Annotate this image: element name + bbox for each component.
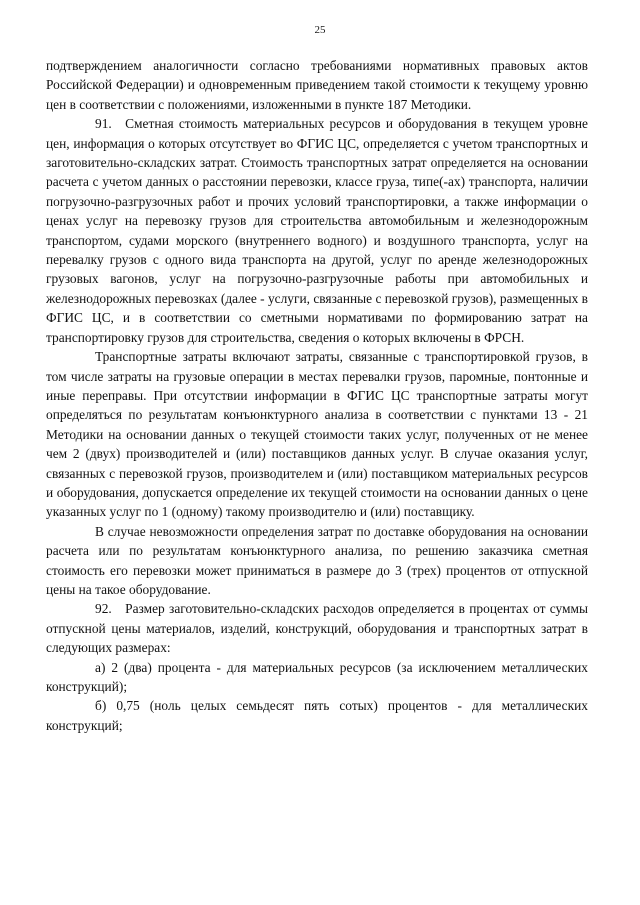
paragraph-91: 91. Сметная стоимость материальных ресурсов и оборудования в текущем уровне цен, информация о которых отсутствует во ФГИС ЦС, определяется с учетом транспортных и заготовительно-складских затрат. Стоимость транспортных затрат определяется на основании расчета с учетом данных о расстоянии перевозки, классе груза, типе(-ах) транспорта, наличии погрузочно-разгрузочных работ и прочих условий транспортировки, а также информации о ценах услуг на перевозку грузов для строительства автомобильным и железнодорожным транспортом, судами морского (внутреннего водного) и воздушного транспорта, услуг на перевалку грузов с одного вида транспорта на другой, услуг по аренде железнодорожных грузовых вагонов, услуг на погрузочно-разгрузочные работы при автомобильных и железнодорожных перевозках (далее - услуги, связанные с перевозкой грузов), размещенных в ФГИС ЦС, и в соответствии со сметными нормативами по формированию затрат на транспортировку грузов для строительства, сведения о которых включены в ФРСН. bbox=[46, 116, 588, 345]
paragraph-continuation: подтверждением аналогичности согласно требованиями нормативных правовых актов Российской Федерации) и одновременным приведением такой стоимости к текущему уровню цен в соответствии с положениями, изложенными в пункте 187 Методики. bbox=[46, 58, 588, 112]
list-item-b: б) 0,75 (ноль целых семьдесят пять сотых) процентов - для металлических конструкций; bbox=[46, 698, 588, 733]
list-item-a: а) 2 (два) процента - для материальных ресурсов (за исключением металлических конструкций); bbox=[46, 659, 588, 694]
paragraph-transport-costs: Транспортные затраты включают затраты, связанные с транспортировкой грузов, в том числе затраты на грузовые операции в местах перевалки грузов, паромные, понтонные и иные переправы. При отсутствии информации в ФГИС ЦС транспортные затраты могут определяться по результатам конъюнктурного анализа в соответствии с пунктами 13 - 21 Методики на основании данных о текущей стоимости таких услуг, полученных от не менее чем 2 (двух) производителей и (или) поставщиков данных услуг. В случае оказания услуг, связанных с перевозкой грузов, производителем и (или) поставщиком материальных ресурсов и оборудования, допускается определение их текущей стоимости на основании данных о цене указанных услуг по 1 (одному) такому производителю и (или) поставщику. bbox=[46, 349, 588, 520]
paragraph-equipment-delivery: В случае невозможности определения затрат по доставке оборудования на основании расчета или по результатам конъюнктурного анализа, по решению заказчика сметная стоимость его перевозки может приниматься в размере до 3 (трех) процентов от отпускной цены на такое оборудование. bbox=[46, 523, 588, 597]
paragraph-92: 92. Размер заготовительно-складских расходов определяется в процентах от суммы отпускной цены материалов, изделий, конструкций, оборудования и транспортных затрат в следующих размерах: bbox=[46, 601, 588, 656]
document-body bbox=[46, 56, 588, 735]
page-number: 25 bbox=[314, 24, 326, 36]
